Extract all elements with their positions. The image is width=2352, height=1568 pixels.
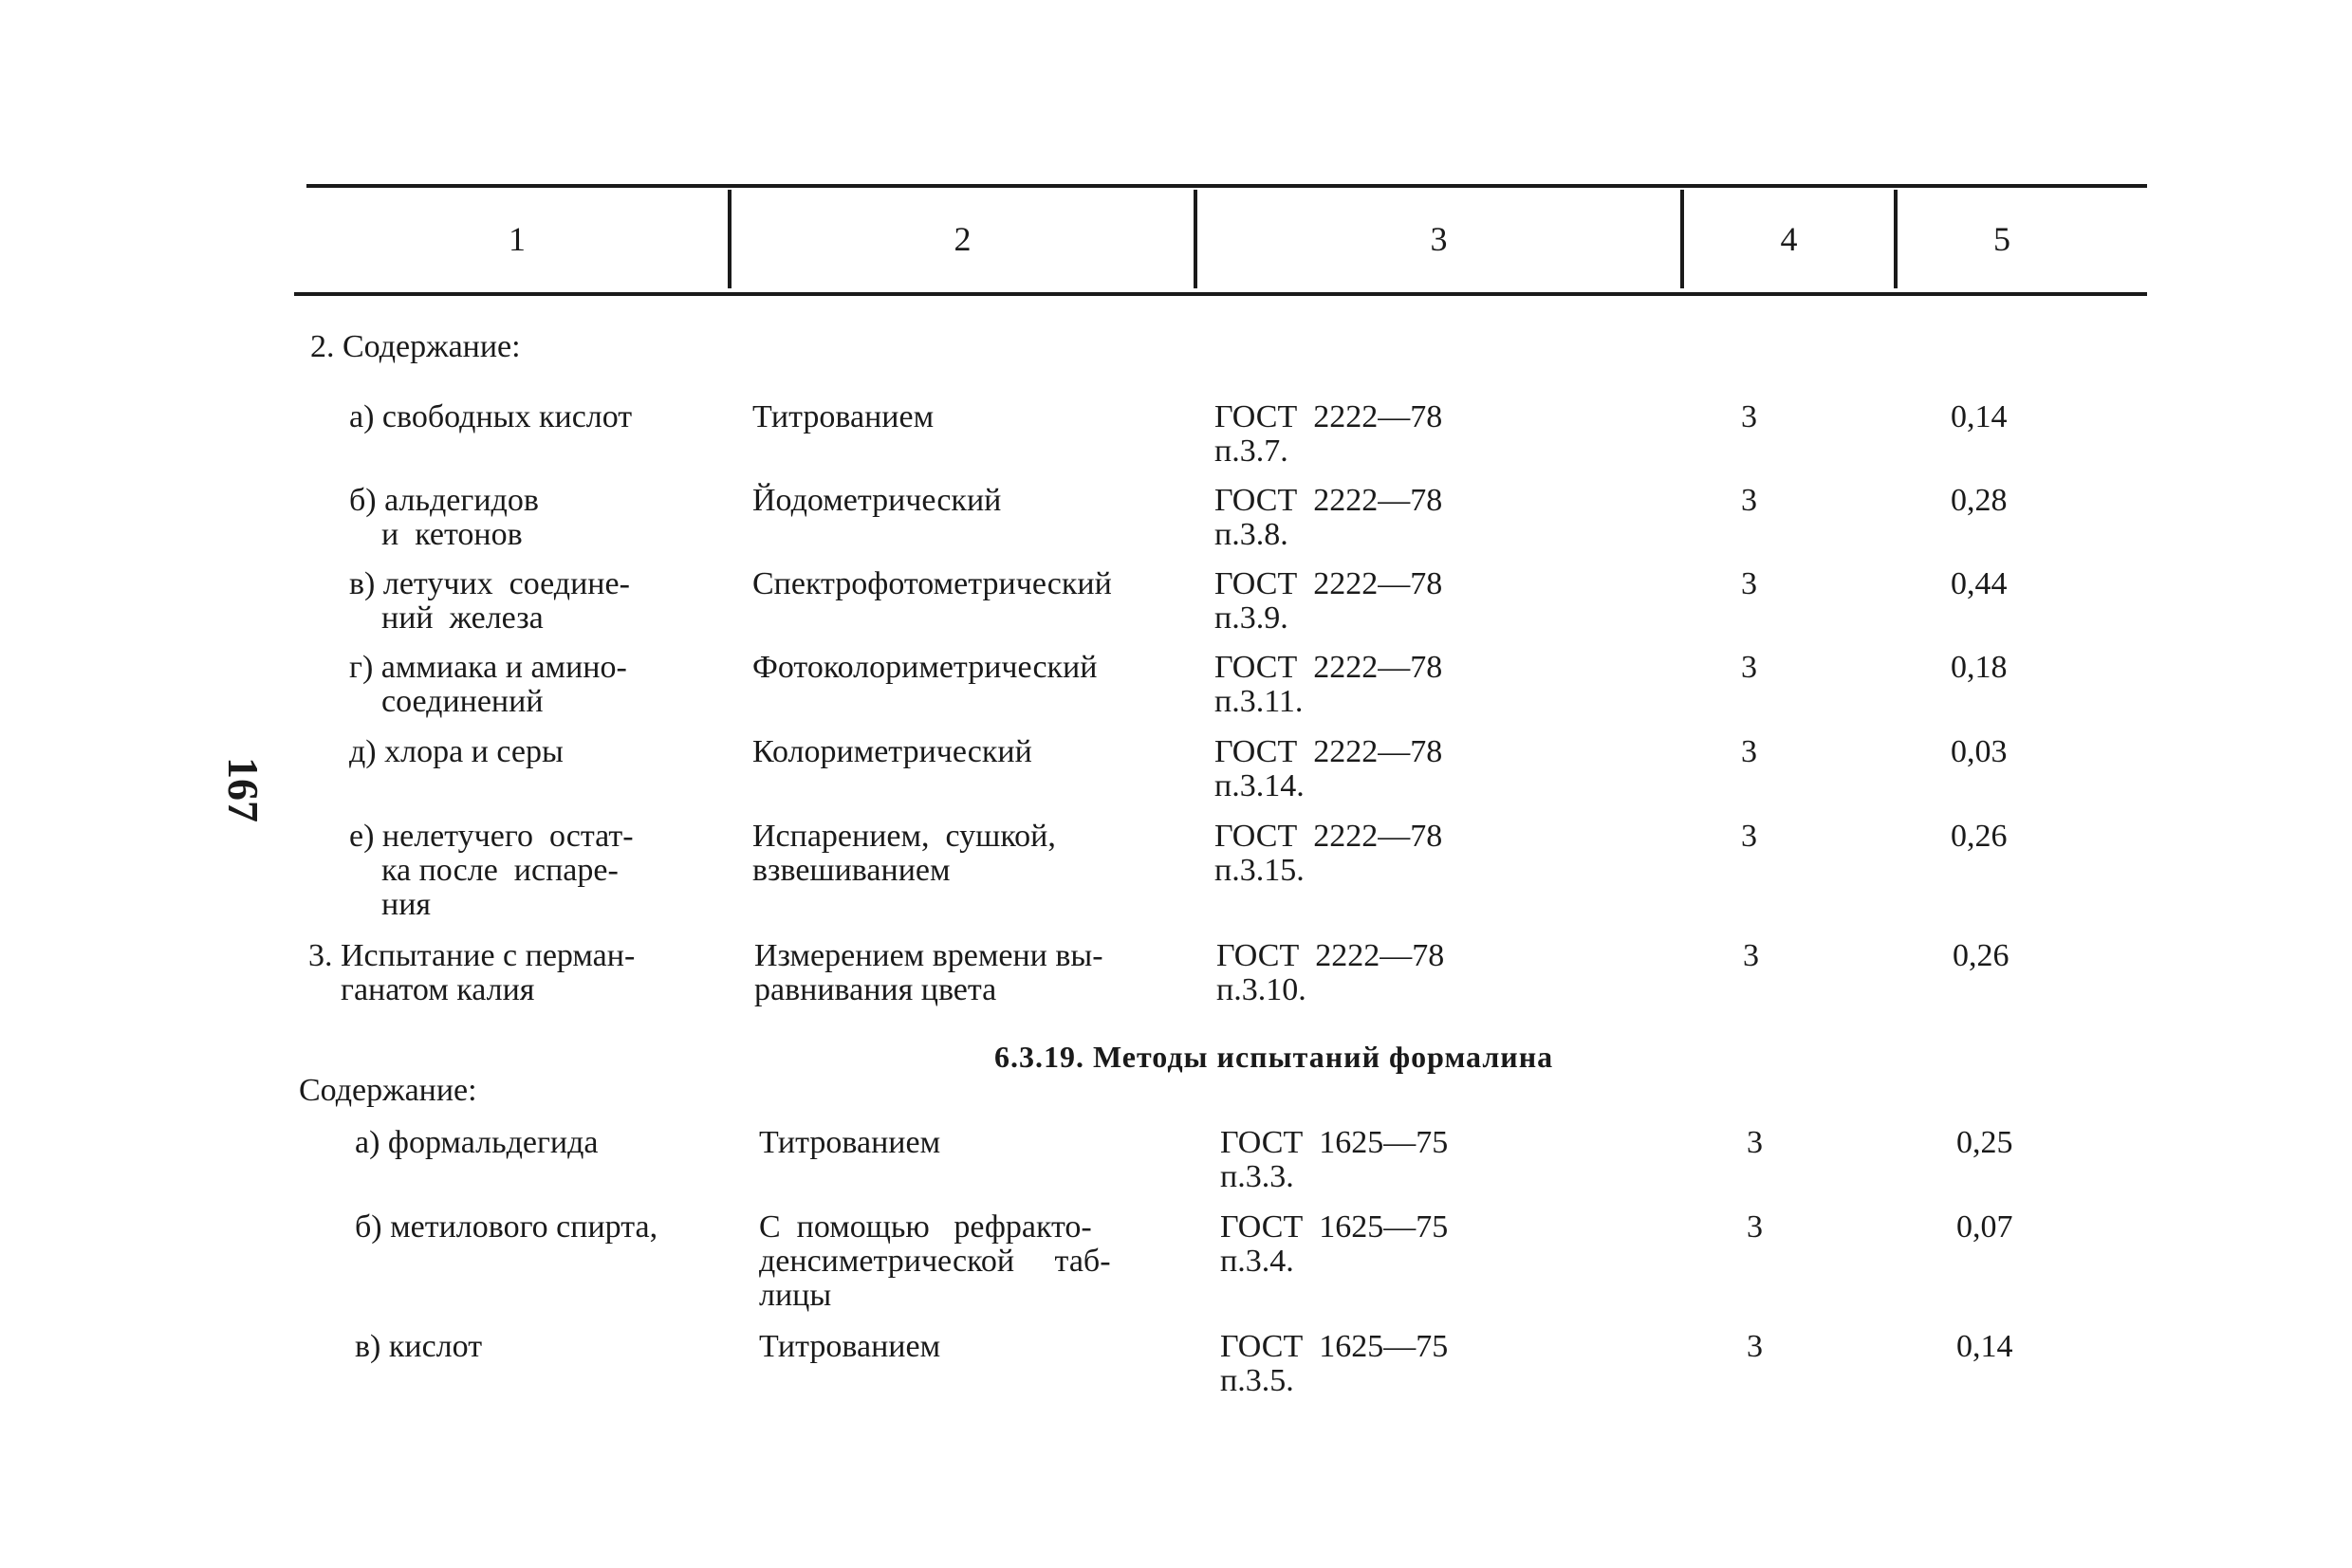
row-method: Фотоколориметрический bbox=[752, 650, 1098, 685]
header-col-1: 1 bbox=[509, 220, 526, 258]
row-value: 0,14 bbox=[1951, 399, 2008, 434]
row-count: 3 bbox=[1741, 819, 1757, 854]
table-header-bottom-rule bbox=[294, 292, 2147, 296]
row-gost: ГОСТ 2222—78 bbox=[1214, 399, 1443, 434]
row-gost: п.3.8. bbox=[1214, 517, 1288, 552]
row-gost: п.3.14. bbox=[1214, 768, 1305, 803]
section-heading: 6.3.19. Методы испытаний формалина bbox=[994, 1040, 1554, 1074]
row-gost: п.3.4. bbox=[1220, 1244, 1294, 1279]
row-name: ния bbox=[349, 887, 432, 922]
row-method: Титрованием bbox=[759, 1125, 941, 1160]
row-gost: ГОСТ 1625—75 bbox=[1220, 1125, 1449, 1160]
row-count: 3 bbox=[1741, 650, 1757, 685]
row-count: 3 bbox=[1741, 483, 1757, 518]
row-value: 0,07 bbox=[1956, 1209, 2013, 1245]
row-count: 3 bbox=[1747, 1209, 1763, 1245]
row-name: е) нелетучего остат- bbox=[349, 819, 634, 854]
row-gost: ГОСТ 2222—78 bbox=[1214, 566, 1443, 601]
row-method: Спектрофотометрический bbox=[752, 566, 1112, 601]
row-gost: ГОСТ 2222—78 bbox=[1216, 938, 1445, 973]
row-gost: п.3.5. bbox=[1220, 1363, 1294, 1398]
row-name: б) альдегидов bbox=[349, 483, 539, 518]
row-name: ний железа bbox=[349, 600, 544, 636]
row-name: соединений bbox=[349, 684, 544, 719]
row-method: Титрованием bbox=[759, 1329, 941, 1364]
row-value: 0,25 bbox=[1956, 1125, 2013, 1160]
row-gost: п.3.10. bbox=[1216, 972, 1306, 1007]
row-method: равнивания цвета bbox=[754, 972, 997, 1007]
row-gost: п.3.11. bbox=[1214, 684, 1304, 719]
row-gost: ГОСТ 1625—75 bbox=[1220, 1329, 1449, 1364]
row-count: 3 bbox=[1747, 1125, 1763, 1160]
row-gost: п.3.7. bbox=[1214, 434, 1288, 469]
row-gost: ГОСТ 2222—78 bbox=[1214, 734, 1443, 769]
row-method: Испарением, сушкой, bbox=[752, 819, 1056, 854]
row-gost: ГОСТ 2222—78 bbox=[1214, 819, 1443, 854]
row-gost: ГОСТ 2222—78 bbox=[1214, 483, 1443, 518]
row-name: ка после испаре- bbox=[349, 853, 619, 888]
row-gost: п.3.15. bbox=[1214, 853, 1305, 888]
section-title: Содержание: bbox=[299, 1073, 477, 1108]
row-value: 0,14 bbox=[1956, 1329, 2013, 1364]
row-value: 0,28 bbox=[1951, 483, 2008, 518]
header-col-5: 5 bbox=[1993, 220, 2010, 258]
header-col-3: 3 bbox=[1430, 220, 1448, 258]
row-name: д) хлора и серы bbox=[349, 734, 564, 769]
row-method: Йодометрический bbox=[752, 483, 1002, 518]
row-method: Измерением времени вы- bbox=[754, 938, 1103, 973]
row-value: 0,18 bbox=[1951, 650, 2008, 685]
row-name: 3. Испытание с перман- bbox=[308, 938, 636, 973]
section-title: 2. Содержание: bbox=[310, 329, 521, 364]
header-col-2: 2 bbox=[954, 220, 972, 258]
row-method: лицы bbox=[759, 1278, 832, 1313]
row-gost: ГОСТ 1625—75 bbox=[1220, 1209, 1449, 1245]
row-count: 3 bbox=[1741, 399, 1757, 434]
row-method: денсиметрической таб- bbox=[759, 1244, 1111, 1279]
row-value: 0,03 bbox=[1951, 734, 2008, 769]
page-number: 167 bbox=[219, 757, 268, 822]
row-name: а) формальдегида bbox=[355, 1125, 599, 1160]
row-method: Титрованием bbox=[752, 399, 935, 434]
table-top-rule bbox=[306, 184, 2147, 188]
row-gost: п.3.3. bbox=[1220, 1159, 1294, 1194]
row-name: в) летучих соедине- bbox=[349, 566, 630, 601]
row-count: 3 bbox=[1743, 938, 1759, 973]
row-count: 3 bbox=[1741, 566, 1757, 601]
row-value: 0,26 bbox=[1953, 938, 2009, 973]
row-name: г) аммиака и амино- bbox=[349, 650, 627, 685]
row-count: 3 bbox=[1741, 734, 1757, 769]
header-col-4: 4 bbox=[1780, 220, 1798, 258]
row-name: ганатом калия bbox=[308, 972, 535, 1007]
row-method: взвешиванием bbox=[752, 853, 951, 888]
row-method: С помощью рефракто- bbox=[759, 1209, 1092, 1245]
row-name: и кетонов bbox=[349, 517, 523, 552]
row-name: б) метилового спирта, bbox=[355, 1209, 658, 1245]
row-value: 0,26 bbox=[1951, 819, 2008, 854]
row-gost: ГОСТ 2222—78 bbox=[1214, 650, 1443, 685]
row-method: Колориметрический bbox=[752, 734, 1032, 769]
row-name: а) свободных кислот bbox=[349, 399, 633, 434]
row-count: 3 bbox=[1747, 1329, 1763, 1364]
row-name: в) кислот bbox=[355, 1329, 483, 1364]
row-value: 0,44 bbox=[1951, 566, 2008, 601]
row-gost: п.3.9. bbox=[1214, 600, 1288, 636]
